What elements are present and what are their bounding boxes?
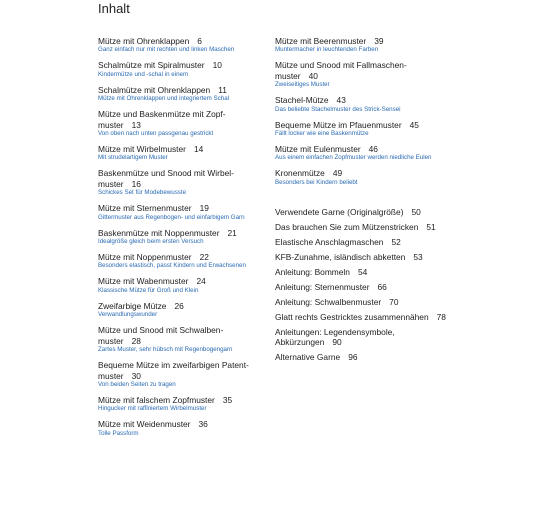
toc-entry[interactable] <box>275 144 447 162</box>
page-title: Inhalt <box>98 1 130 16</box>
toc-entry-page: 45 <box>409 119 419 130</box>
toc-entry-page: 52 <box>391 236 401 247</box>
toc-entry-subtitle: Zartes Muster, sehr hübsch mit Regenbogengarn <box>98 346 233 354</box>
toc-entry-title <box>98 301 263 311</box>
toc-entry-title <box>98 325 263 346</box>
toc-entry-page: 10 <box>212 60 222 71</box>
toc-entry-title-text: Mütze mit Noppenmuster <box>98 252 192 263</box>
toc-entry-subtitle: Mit strudelartigem Muster <box>98 154 168 162</box>
toc-entry-title-text: Mütze mit Ohrenklappen <box>98 36 190 46</box>
toc-entry[interactable] <box>98 360 263 389</box>
toc-right-column <box>275 36 447 367</box>
toc-entry-title <box>98 168 263 189</box>
toc-entry-subtitle: Klassische Mütze für Groß und Klein <box>98 286 199 294</box>
toc-entry[interactable] <box>275 352 447 362</box>
toc-entry[interactable] <box>98 276 263 294</box>
toc-entry[interactable] <box>98 419 263 437</box>
toc-entry-page: 46 <box>368 144 378 155</box>
toc-entry-title <box>98 203 263 213</box>
toc-entry-subtitle: Muntermacher in leuchtenden Farben <box>275 46 379 54</box>
toc-entry-title-text: Schalmütze mit Spiralmuster <box>98 60 205 71</box>
toc-entry-page: 16 <box>131 178 141 189</box>
toc-entry-page: 13 <box>131 119 141 130</box>
toc-entry-subtitle: Besonders bei Kindern beliebt <box>275 178 358 186</box>
toc-entry-page: 96 <box>348 352 358 363</box>
toc-entry-title <box>98 276 263 286</box>
toc-entry-page: 6 <box>197 36 202 46</box>
toc-entry-subtitle: Zweiseitiges Muster <box>275 81 330 89</box>
toc-entry-subtitle: Hingucker mit raffiniertem Wirbelmuster <box>98 405 207 413</box>
toc-entry-title <box>275 207 447 217</box>
toc-entry-title <box>98 395 263 405</box>
toc-entry[interactable] <box>98 228 263 246</box>
toc-entry-page: 24 <box>196 276 206 287</box>
toc-entry-title <box>275 282 447 292</box>
toc-entry[interactable] <box>275 120 447 138</box>
toc-entry-title <box>275 252 447 262</box>
toc-entry-title-text: Bequeme Mütze im zweifarbigen Patent- muster <box>98 360 249 381</box>
toc-entry-subtitle: Fällt locker wie eine Baskenmütze <box>275 130 369 138</box>
toc-entry-title <box>275 222 447 232</box>
toc-entry-subtitle: Besonders elastisch, passt Kindern und Erwachsenen <box>98 262 246 270</box>
toc-entry-subtitle: Ganz einfach nur mit rechten und linken Maschen <box>98 46 235 54</box>
toc-entry-title <box>98 228 263 238</box>
toc-entry-page: 66 <box>377 281 387 292</box>
toc-entry-subtitle: Gittermuster aus Regenbogen- und einfarbigem Garn <box>98 213 245 221</box>
toc-entry-title-text: Alternative Garne <box>275 352 341 363</box>
toc-entry-title-text: Anleitung: Bommeln <box>275 266 350 277</box>
toc-entry[interactable] <box>275 327 447 348</box>
toc-entry-title-text: KFB-Zunahme, isländisch abketten <box>275 251 406 262</box>
toc-entry-title-text: Glatt rechts Gestricktes zusammennähen <box>275 311 429 322</box>
toc-entry-title <box>98 252 263 262</box>
toc-entry-subtitle: Mütze mit Ohrenklappen und integriertem Schal <box>98 95 230 103</box>
toc-entry[interactable] <box>98 325 263 354</box>
toc-entry-page: 70 <box>389 296 399 307</box>
toc-entry-subtitle: Verwandlungswunder <box>98 311 158 319</box>
section-gap <box>275 193 447 207</box>
toc-entry[interactable] <box>98 252 263 270</box>
toc-entry-title-text: Mütze mit falschem Zopfmuster <box>98 394 215 405</box>
toc-entry-title <box>275 144 447 154</box>
toc-entry-title <box>275 327 447 348</box>
toc-entry-subtitle: Schickes Set für Modebewusste <box>98 189 187 197</box>
toc-entry-page: 49 <box>332 168 343 179</box>
toc-entry[interactable] <box>275 282 447 292</box>
toc-entry-title-text: Mütze mit Weidenmuster <box>98 419 191 430</box>
toc-entry[interactable] <box>275 168 447 186</box>
toc-entry-title <box>98 360 263 381</box>
toc-entry[interactable] <box>98 203 263 221</box>
toc-entry-title-text: Mütze und Snood mit Schwalben- muster <box>98 325 224 346</box>
toc-entry-title <box>275 120 447 130</box>
toc-entry[interactable] <box>275 60 447 89</box>
toc-entry-page: 30 <box>131 370 141 381</box>
toc-entry-page: 50 <box>411 206 421 217</box>
toc-entry-title-text: Baskenmütze und Snood mit Wirbel- muster <box>98 168 234 189</box>
toc-entry-subtitle: Von oben nach unten passgenau gestrickt <box>98 130 214 138</box>
toc-entry-title <box>98 419 263 429</box>
toc-entry-title <box>275 60 447 81</box>
toc-entry-title-text: Anleitungen: Legendensymbole, Abkürzungen <box>275 326 395 348</box>
toc-entry-page: 39 <box>374 36 384 46</box>
toc-entry-page: 35 <box>222 394 233 405</box>
toc-entry-page: 21 <box>227 227 237 238</box>
toc-entry[interactable] <box>275 237 447 247</box>
toc-entry-page: 11 <box>218 84 227 95</box>
toc-entry-subtitle: Das beliebte Stachelmuster des Strick-Sensei <box>275 105 401 113</box>
toc-entry-title-text: Kronenmütze <box>275 168 325 179</box>
toc-entry-title <box>275 312 447 322</box>
toc-entry-page: 78 <box>436 311 446 322</box>
toc-entry-title <box>98 60 263 70</box>
toc-entry-title <box>98 85 263 95</box>
toc-entry-subtitle: Aus einem einfachen Zopfmuster werden niedliche Eulen <box>275 154 432 162</box>
toc-entry-title <box>275 237 447 247</box>
toc-entry[interactable] <box>275 297 447 307</box>
toc-entry-title <box>275 95 447 105</box>
toc-entry-page: 36 <box>198 419 208 430</box>
toc-entry-title-text: Baskenmütze mit Noppenmuster <box>98 227 220 238</box>
toc-entry-title-text: Mütze mit Beerenmuster <box>275 36 367 46</box>
toc-entry[interactable] <box>98 85 263 103</box>
toc-entry-title-text: Verwendete Garne (Originalgröße) <box>275 206 404 217</box>
toc-entry-page: 28 <box>131 335 141 346</box>
toc-entry[interactable] <box>275 267 447 277</box>
toc-entry-title-text: Mütze und Snood mit Fallmaschen- muster <box>275 60 407 81</box>
toc-entry-page: 54 <box>357 266 368 277</box>
toc-entry-subtitle: Tolle Passform <box>98 429 139 437</box>
toc-entry-page: 22 <box>199 252 209 263</box>
toc-entry-page: 19 <box>199 203 209 214</box>
toc-entry-title <box>275 352 447 362</box>
toc-entry-title-text: Elastische Anschlagmaschen <box>275 236 384 247</box>
toc-entry-title-text: Mütze mit Wirbelmuster <box>98 144 186 155</box>
toc-entry-title-text: Das brauchen Sie zum Mützenstricken <box>275 221 419 232</box>
toc-entry-page: 43 <box>336 95 346 106</box>
toc-entry[interactable] <box>98 168 263 197</box>
toc-entry-page: 90 <box>332 337 342 348</box>
toc-left-column <box>98 36 263 444</box>
toc-entry-subtitle: Kindermütze und -schal in einem <box>98 70 189 78</box>
toc-entry-title <box>275 267 447 277</box>
toc-entry[interactable] <box>275 207 447 217</box>
toc-entry-title <box>275 168 447 178</box>
toc-entry[interactable] <box>98 301 263 319</box>
toc-entry-title <box>98 144 263 154</box>
toc-entry-subtitle: Idealgröße gleich beim ersten Versuch <box>98 238 204 246</box>
toc-entry-page: 51 <box>426 221 436 232</box>
toc-entry-title <box>98 109 263 130</box>
toc-entry-title <box>275 297 447 307</box>
toc-entry-title-text: Stachel-Mütze <box>275 95 329 106</box>
toc-entry-title <box>98 36 263 46</box>
toc-entry[interactable] <box>98 109 263 138</box>
toc-entry[interactable] <box>98 144 263 162</box>
toc-entry-page: 40 <box>308 70 318 81</box>
toc-entry-subtitle: Von beiden Seiten zu tragen <box>98 380 176 388</box>
toc-entry-title-text: Anleitung: Schwalbenmuster <box>275 296 382 307</box>
toc-entry-page: 26 <box>174 300 184 311</box>
toc-entry-title-text: Mütze mit Wabenmuster <box>98 276 189 287</box>
toc-entry[interactable] <box>98 395 263 413</box>
toc-entry-page: 53 <box>413 251 423 262</box>
toc-entry[interactable] <box>275 222 447 232</box>
toc-entry-title-text: Schalmütze mit Ohrenklappen <box>98 84 211 95</box>
toc-entry-title <box>275 36 447 46</box>
toc-entry[interactable] <box>98 60 263 78</box>
toc-entry[interactable] <box>275 312 447 322</box>
toc-entry[interactable] <box>98 36 263 54</box>
toc-entry[interactable] <box>275 36 447 54</box>
toc-entry-title-text: Mütze und Baskenmütze mit Zopf- muster <box>98 109 226 130</box>
toc-entry-title-text: Bequeme Mütze im Pfauenmuster <box>275 119 402 130</box>
toc-entry-title-text: Zweifarbige Mütze <box>98 300 167 311</box>
toc-entry-title-text: Mütze mit Eulenmuster <box>275 144 361 155</box>
toc-entry-title-text: Mütze mit Sternenmuster <box>98 203 192 214</box>
toc-entry-page: 14 <box>193 144 204 155</box>
toc-entry[interactable] <box>275 95 447 113</box>
toc-entry[interactable] <box>275 252 447 262</box>
toc-entry-title-text: Anleitung: Sternenmuster <box>275 281 370 292</box>
